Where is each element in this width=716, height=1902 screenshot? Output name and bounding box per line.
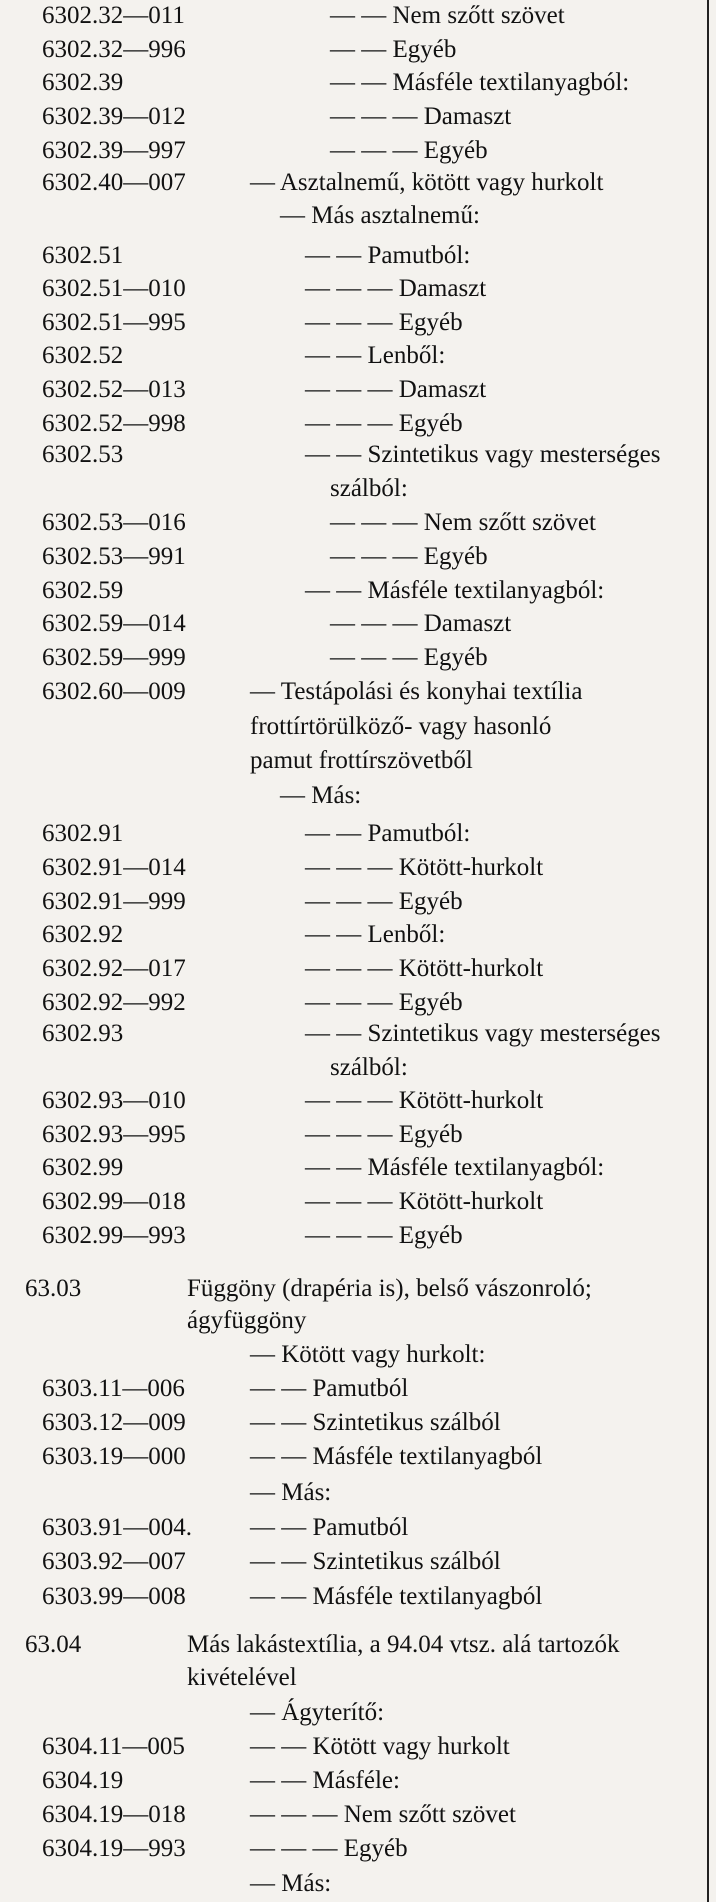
tariff-description: — — — Egyéb bbox=[305, 309, 463, 336]
tariff-description: — Más: bbox=[280, 782, 362, 809]
tariff-code: 6302.59—014 bbox=[42, 610, 186, 637]
tariff-code: 6302.93 bbox=[42, 1020, 124, 1047]
tariff-code: 6304.19 bbox=[42, 1767, 124, 1794]
tariff-code: 6304.19—993 bbox=[42, 1835, 186, 1862]
tariff-code: 6302.53—991 bbox=[42, 543, 186, 570]
tariff-code: 6302.60—009 bbox=[42, 678, 186, 705]
tariff-code: 6302.32—996 bbox=[42, 36, 186, 63]
tariff-description: — — Pamutból bbox=[250, 1375, 409, 1402]
tariff-code: 6302.99 bbox=[42, 1154, 124, 1181]
tariff-code: 6302.91 bbox=[42, 820, 124, 847]
tariff-description: — — — Egyéb bbox=[250, 1835, 408, 1862]
tariff-code: 6302.99—018 bbox=[42, 1188, 186, 1215]
tariff-description: szálból: bbox=[330, 1054, 408, 1081]
tariff-code: 6302.39 bbox=[42, 69, 124, 96]
tariff-code: 6303.91—004. bbox=[42, 1514, 192, 1541]
tariff-code: 6302.39—997 bbox=[42, 137, 186, 164]
tariff-description: — Más: bbox=[250, 1870, 332, 1897]
tariff-code: 6302.53 bbox=[42, 441, 124, 468]
tariff-description: kivételével bbox=[187, 1664, 297, 1691]
tariff-description: — — Lenből: bbox=[305, 342, 446, 369]
tariff-description: — — Szintetikus vagy mesterséges bbox=[305, 441, 661, 468]
tariff-code: 6303.19—000 bbox=[42, 1443, 186, 1470]
tariff-code: 6302.91—999 bbox=[42, 888, 186, 915]
tariff-description: — — — Damaszt bbox=[305, 376, 487, 403]
tariff-description: — Testápolási és konyhai textília bbox=[250, 678, 583, 705]
tariff-code: 6302.51—995 bbox=[42, 309, 186, 336]
tariff-code: 63.04 bbox=[25, 1631, 82, 1658]
tariff-description: — — Másféle textilanyagból bbox=[250, 1583, 543, 1610]
tariff-description: — — — Egyéb bbox=[305, 1222, 463, 1249]
tariff-code: 6303.11—006 bbox=[42, 1375, 185, 1402]
tariff-code: 6303.12—009 bbox=[42, 1409, 186, 1436]
tariff-description: ágyfüggöny bbox=[187, 1307, 307, 1334]
tariff-description: — — Pamutból: bbox=[305, 242, 471, 269]
tariff-code: 6302.92 bbox=[42, 921, 124, 948]
tariff-code: 6302.52 bbox=[42, 342, 124, 369]
tariff-description: — — — Nem szőtt szövet bbox=[250, 1801, 516, 1828]
tariff-description: — — — Damaszt bbox=[330, 103, 512, 130]
tariff-description: — — — Egyéb bbox=[330, 543, 488, 570]
tariff-description: — — — Damaszt bbox=[305, 275, 487, 302]
tariff-description: — Asztalnemű, kötött vagy hurkolt bbox=[250, 169, 604, 196]
tariff-code: 6302.59 bbox=[42, 577, 124, 604]
tariff-description: — — — Kötött-hurkolt bbox=[305, 854, 544, 881]
tariff-description: szálból: bbox=[330, 475, 408, 502]
tariff-description: — — — Egyéb bbox=[305, 410, 463, 437]
tariff-code: 63.03 bbox=[25, 1275, 82, 1302]
tariff-code: 6304.19—018 bbox=[42, 1801, 186, 1828]
tariff-code: 6303.92—007 bbox=[42, 1548, 186, 1575]
tariff-code: 6302.39—012 bbox=[42, 103, 186, 130]
tariff-code: 6302.51 bbox=[42, 242, 124, 269]
tariff-code: 6302.51—010 bbox=[42, 275, 186, 302]
tariff-code: 6302.91—014 bbox=[42, 854, 186, 881]
tariff-description: — — — Egyéb bbox=[305, 989, 463, 1016]
tariff-description: — — Kötött vagy hurkolt bbox=[250, 1733, 510, 1760]
tariff-description: — Más asztalnemű: bbox=[280, 202, 480, 229]
tariff-code: 6302.40—007 bbox=[42, 169, 186, 196]
tariff-description: frottírtörülköző- vagy hasonló bbox=[250, 713, 552, 740]
tariff-description: — — — Kötött-hurkolt bbox=[305, 1188, 544, 1215]
tariff-description: — — — Egyéb bbox=[305, 1121, 463, 1148]
tariff-description: — Ágyterítő: bbox=[250, 1699, 385, 1726]
tariff-code: 6302.32—011 bbox=[42, 2, 185, 29]
tariff-description: — Kötött vagy hurkolt: bbox=[250, 1341, 486, 1368]
tariff-code: 6302.93—995 bbox=[42, 1121, 186, 1148]
tariff-description: pamut frottírszövetből bbox=[250, 747, 473, 774]
tariff-description: — — Másféle textilanyagból: bbox=[330, 69, 630, 96]
tariff-description: — — Szintetikus vagy mesterséges bbox=[305, 1020, 661, 1047]
tariff-code: 6302.92—017 bbox=[42, 955, 186, 982]
tariff-code: 6304.11—005 bbox=[42, 1733, 185, 1760]
tariff-code: 6302.53—016 bbox=[42, 509, 186, 536]
tariff-description: — — Lenből: bbox=[305, 921, 446, 948]
tariff-code: 6302.99—993 bbox=[42, 1222, 186, 1249]
tariff-description: — — — Damaszt bbox=[330, 610, 512, 637]
tariff-description: — Más: bbox=[250, 1479, 332, 1506]
tariff-description: — — — Egyéb bbox=[330, 644, 488, 671]
tariff-code: 6303.99—008 bbox=[42, 1583, 186, 1610]
tariff-description: — — Másféle textilanyagból: bbox=[305, 577, 605, 604]
tariff-description: — — — Nem szőtt szövet bbox=[330, 509, 596, 536]
tariff-description: — — Pamutból: bbox=[305, 820, 471, 847]
tariff-description: Függöny (drapéria is), belső vászonroló; bbox=[187, 1275, 592, 1302]
tariff-description: — — Szintetikus szálból bbox=[250, 1409, 501, 1436]
column-rule bbox=[707, 0, 709, 1902]
tariff-code: 6302.52—013 bbox=[42, 376, 186, 403]
tariff-description: — — Szintetikus szálból bbox=[250, 1548, 501, 1575]
tariff-description: — — — Kötött-hurkolt bbox=[305, 955, 544, 982]
tariff-description: — — Egyéb bbox=[330, 36, 457, 63]
tariff-description: — — Másféle textilanyagból: bbox=[305, 1154, 605, 1181]
tariff-description: — — — Egyéb bbox=[305, 888, 463, 915]
tariff-code: 6302.59—999 bbox=[42, 644, 186, 671]
tariff-code: 6302.93—010 bbox=[42, 1087, 186, 1114]
tariff-description: — — Nem szőtt szövet bbox=[330, 2, 565, 29]
tariff-description: — — Másféle: bbox=[250, 1767, 400, 1794]
tariff-code: 6302.92—992 bbox=[42, 989, 186, 1016]
tariff-description: — — — Kötött-hurkolt bbox=[305, 1087, 544, 1114]
tariff-description: Más lakástextília, a 94.04 vtsz. alá tartozók bbox=[187, 1631, 620, 1658]
tariff-description: — — — Egyéb bbox=[330, 137, 488, 164]
tariff-description: — — Másféle textilanyagból bbox=[250, 1443, 543, 1470]
tariff-description: — — Pamutból bbox=[250, 1514, 409, 1541]
tariff-code: 6302.52—998 bbox=[42, 410, 186, 437]
